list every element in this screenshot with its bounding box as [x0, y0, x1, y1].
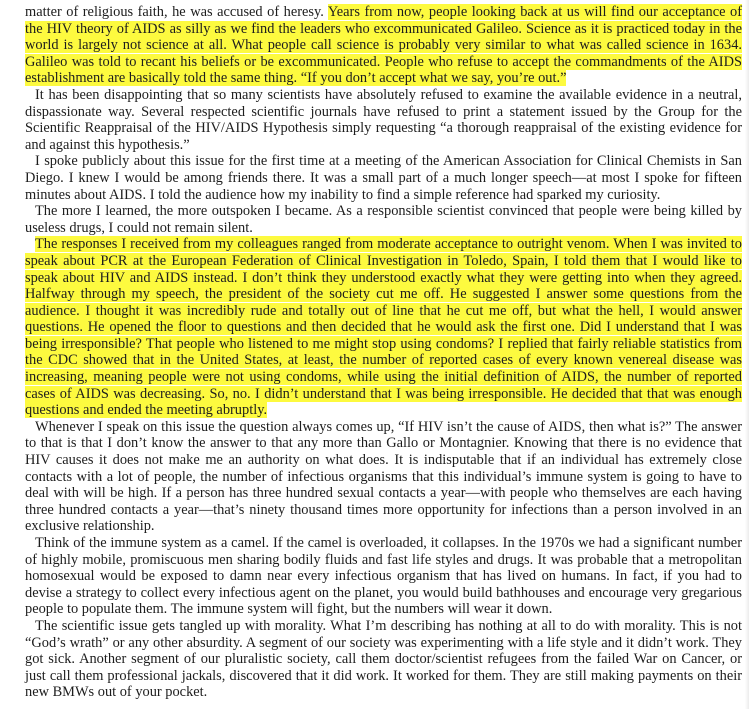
paragraph-galileo-plain: matter of religious faith, he was accused of heresy. — [25, 4, 328, 20]
paragraph-journals: It has been disappointing that so many scientists have absolutely refused to examine the available evidence in a neutral, dispassionate way. Several respected scientific journals have refused to print a statement issued by the Group for the Scientific Reappraisal of the HIV/AIDS Hypothesis simply requesting “a thorough reappraisal of the existing evidence for and against this hypothesis.” — [25, 86, 742, 153]
paragraph-toledo — [25, 236, 742, 419]
paragraph-galileo — [25, 4, 742, 87]
highlight-galileo: Years from now, people looking back at us will find our acceptance of the HIV theory of AIDS as silly as we find the leaders who excommunicated Galileo. Science as it is practiced today in the world is largely not science at all. What people call science is probably very similar to what was called science in 1634. Galileo was told to recant his beliefs or be excommunicated. People who refuse to accept the commandments of the AIDS establishment are basically told the same thing. “If you don’t accept what we say, you’re out.” — [25, 4, 742, 87]
paragraph-morality: The scientific issue gets tangled up with morality. What I’m describing has nothing at all to do with morality. This is not “God’s wrath” or any other absurdity. A segment of our society was experimenting with a life style and it didn’t work. They got sick. Another segment of our pluralistic society, call them doctor/scientist refugees from the failed War on Cancer, or just call them professional jackals, discovered that it did work. It worked for them. They are still making payments on their new BMWs out of your pocket. — [25, 617, 742, 701]
paragraph-outspoken: The more I learned, the more outspoken I became. As a responsible scientist convinced that people were being killed by useless drugs, I could not remain silent. — [25, 203, 742, 236]
paragraph-cause-question: Whenever I speak on this issue the question always comes up, “If HIV isn’t the cause of AIDS, then what is?” The answer to that is that I don’t know the answer to that any more than Gallo or Montagnier. Knowing that there is no evidence that HIV causes it does not make me an authority on what does. It is indisputable that if an individual has extremely close contacts with a lot of people, the number of infectious organisms that this individual’s immune system is going to have to deal with will be high. If a person has three hundred sexual contacts a year—with people who themselves are each having three hundred contacts a year—that’s ninety thousand times more opportunity for infections than a person involved in an exclusive relationship. — [25, 418, 742, 535]
highlight-toledo: The responses I received from my colleagues ranged from moderate acceptance to outright venom. When I was invited to speak about PCR at the European Federation of Clinical Investigation in Toledo, Spain, I told them that I would like to speak about HIV and AIDS instead. I don’t think they understood exactly what they were getting into when they agreed. Halfway through my speech, the president of the society cut me off. He suggested I answer some questions from the audience. I thought it was incredibly rude and totally out of line that he cut me off, but what the hell, I would answer questions. He opened the floor to questions and then decided that he would ask the first one. Did I understand that I was being irresponsible? That people who listened to me might stop using condoms? I replied that fairly reliable statistics from the CDC showed that in the United States, at least, the number of reported cases of every known venereal disease was increasing, meaning people were not using condoms, while using the initial definition of AIDS, the number of reported cases of AIDS was decreasing. So, no. I didn’t understand that I was being irresponsible. He decided that that was enough questions and ended the meeting abruptly. — [25, 236, 742, 419]
paragraph-camel: Think of the immune system as a camel. If the camel is overloaded, it collapses. In the 1970s we had a significant number of highly mobile, promiscuous men sharing bodily fluids and fast life styles and drugs. It was probable that a metropolitan homosexual would be exposed to damn near every infectious organism that has lived on humans. In fact, if you had to devise a strategy to collect every infectious agent on the planet, you would build bathhouses and encourage very gregarious people to populate them. The immune system will fight, but the numbers will wear it down. — [25, 535, 742, 618]
paragraph-san-diego: I spoke publicly about this issue for the first time at a meeting of the American Association for Clinical Chemists in San Diego. I knew I would be among friends there. It was a small part of a much longer speech—at most I spoke for fifteen minutes about AIDS. I told the audience how my inability to find a simple reference had sparked my curiosity. — [25, 153, 742, 203]
page-edge-shadow — [745, 0, 749, 709]
